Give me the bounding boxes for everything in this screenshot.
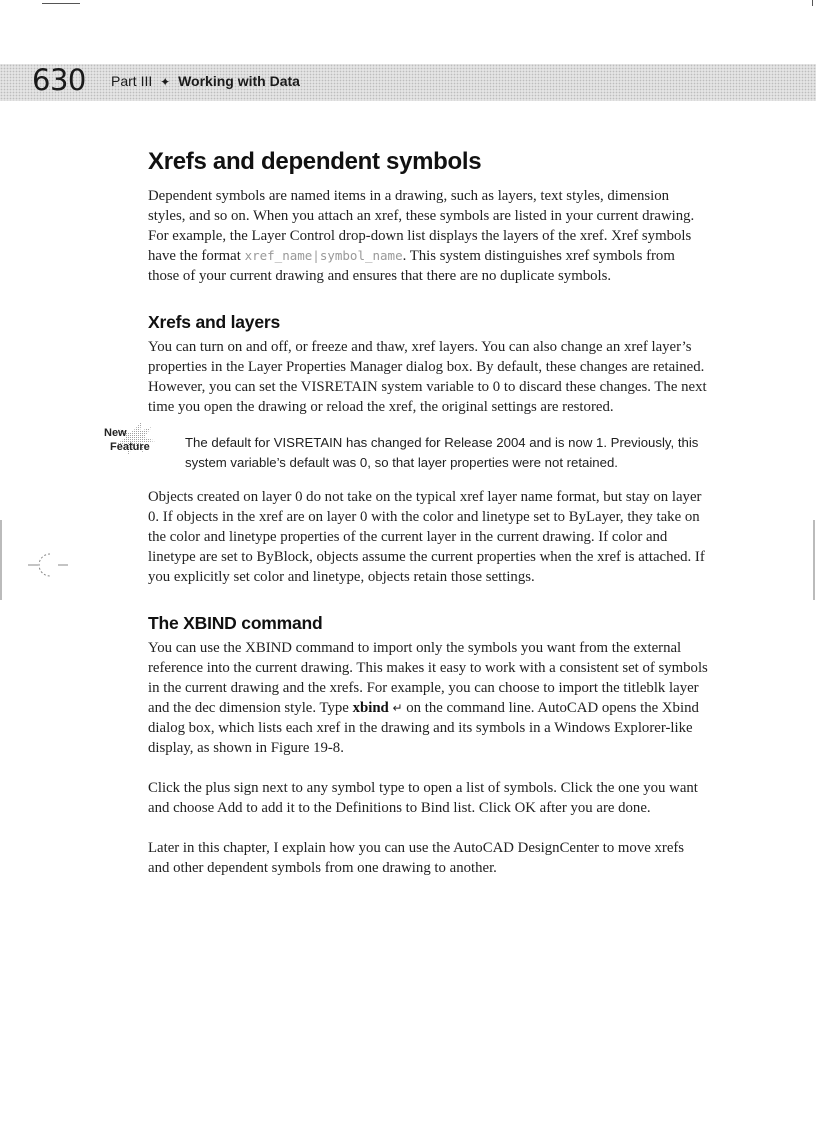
- paragraph-dependent-symbols-text-b: . This system distinguishes xref symbols from those of your current drawing and ensures that there are no duplicate symbols.: [148, 248, 675, 284]
- paragraph-plus-sign: Click the plus sign next to any symbol type to open a list of symbols. Click the one you want and choose Add to add it to the Definitions to Bind list. Click OK after you are done.: [148, 780, 698, 816]
- paragraph-designcenter: Later in this chapter, I explain how you can use the AutoCAD DesignCenter to move xrefs and other dependent symbols from one drawing to another.: [148, 840, 685, 876]
- new-feature-icon: [102, 419, 166, 467]
- running-head: [111, 73, 300, 89]
- right-margin-mark: [812, 520, 816, 600]
- xbind-command-text: xbind: [352, 700, 389, 716]
- corner-crop-tick: [812, 0, 813, 6]
- section-heading-xbind-command: The XBIND command: [148, 613, 323, 633]
- page-body: [104, 146, 708, 878]
- crosshair-registration-icon: [26, 550, 70, 580]
- new-feature-label-new: New: [104, 427, 127, 439]
- paragraph-xbind-text-a: You can use the XBIND command to import only the symbols you want from the external reference into the current drawing. This makes it easy to work with a consistent set of symbols in the current drawing and the xrefs. For example, you can choose to import the titleblk layer and the dec dimension style. Type: [148, 640, 708, 716]
- separator-diamond-icon: ✦: [160, 75, 171, 89]
- paragraph-xref-layers: You can turn on and off, or freeze and thaw, xref layers. You can also change an xref layer’s properties in the Layer Properties Manager dialog box. By default, these changes are retained. However, you can set the VISRETAIN system variable to 0 to discard these changes. The next time you open the drawing or reload the xref, the original settings are restored.: [148, 339, 707, 415]
- paragraph-dependent-symbols-text-a: Dependent symbols are named items in a drawing, such as layers, text styles, dimension styles, and so on. When you attach an xref, these symbols are listed in your current drawing. For example, the Layer Control drop-down list displays the layers of the xref. Xref symbols have the format: [148, 188, 695, 264]
- chapter-title: Working with Data: [178, 73, 300, 89]
- part-label: Part III: [111, 73, 153, 89]
- xref-symbol-format: xref_name|symbol_name: [244, 248, 403, 263]
- paragraph-layer-zero: Objects created on layer 0 do not take on the typical xref layer name format, but stay on layer 0. If objects in the xref are on layer 0 with the color and linetype set to ByLayer, they take on the color and linetype properties of the current layer in the current drawing. If color and linetype are set to ByBlock, objects assume the current properties when the xref is attached. If you explicitly set color and linetype, objects retain those settings.: [148, 489, 705, 585]
- paragraph-dependent-symbols: [148, 186, 708, 286]
- section-heading-xrefs-dependent-symbols: Xrefs and dependent symbols: [148, 148, 482, 175]
- page-number: 630: [32, 63, 86, 97]
- left-margin-mark: [0, 520, 2, 600]
- new-feature-label-feature: Feature: [110, 441, 150, 453]
- new-feature-note: [104, 427, 708, 470]
- enter-key-icon: ↵: [392, 701, 403, 715]
- paragraph-xbind-text-b: on the command line. AutoCAD opens the Xbind dialog box, which lists each xref in the drawing and its symbols in a Windows Explorer-like display, as shown in Figure 19-8.: [148, 700, 699, 756]
- top-crop-rule: [42, 3, 80, 4]
- section-heading-xrefs-layers: Xrefs and layers: [148, 312, 281, 332]
- paragraph-xbind-intro: [148, 638, 708, 758]
- new-feature-note-text: The default for VISRETAIN has changed for Release 2004 and is now 1. Previously, this system variable’s default was 0, so that layer properties were not retained.: [185, 435, 699, 470]
